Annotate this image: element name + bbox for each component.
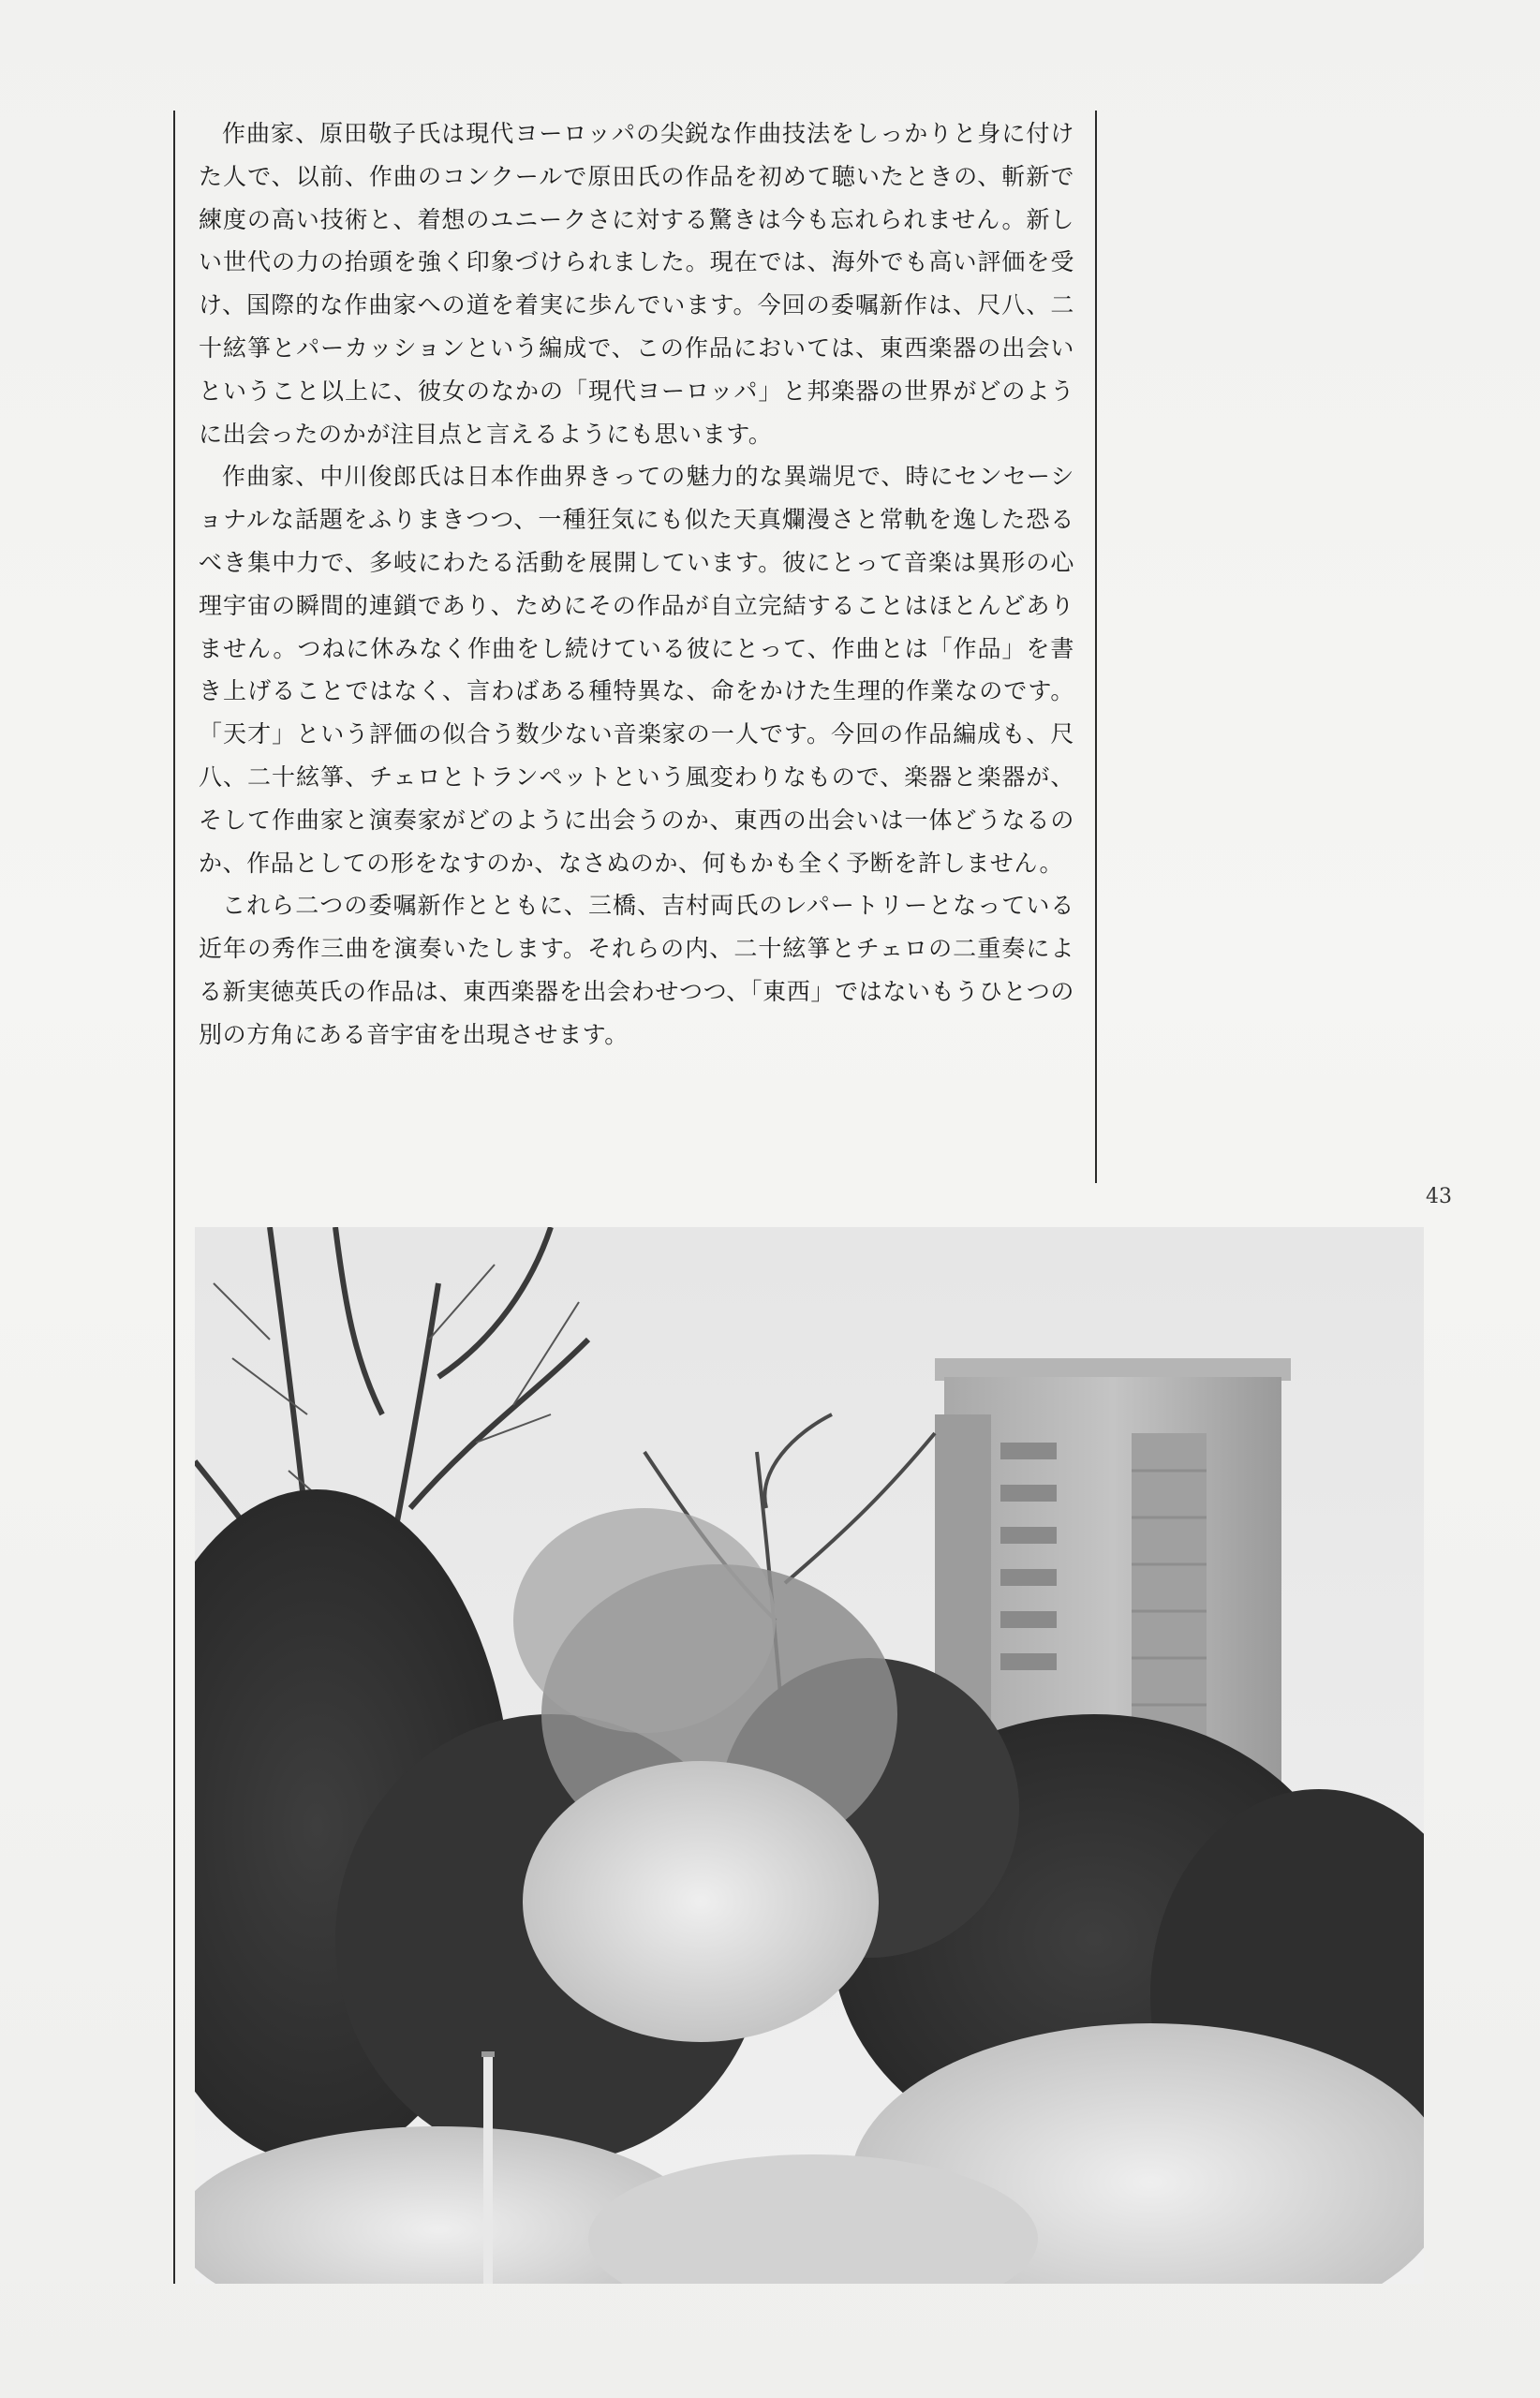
paragraph-harada: 作曲家、原田敬子氏は現代ヨーロッパの尖鋭な作曲技法をしっかりと身に付けた人で、以前、作曲のコンクールで原田氏の作品を初めて聴いたときの、斬新で練度の高い技術と、着想のユニークさに対する驚きは今も忘れられません。新しい世代の力の抬頭を強く印象づけられました。現在では、海外でも高い評価を受け、国際的な作曲家への道を着実に歩んでいます。今回の委嘱新作は、尺八、二十絃箏とパーカッションという編成で、この作品においては、東西楽器の出会いということ以上に、彼女のなかの「現代ヨーロッパ」と邦楽器の世界がどのように出会ったのかが注目点と言えるようにも思います。 <box>199 120 1074 448</box>
pole <box>483 2051 493 2284</box>
cherry-blossom-center <box>523 1761 879 2042</box>
right-column-rule <box>1095 111 1097 1183</box>
photo-illustration <box>195 1227 1424 2284</box>
page-number: 43 <box>1426 1185 1452 1208</box>
paragraph-nakagawa: 作曲家、中川俊郎氏は日本作曲界きっての魅力的な異端児で、時にセンセーショナルな話題をふりまきつつ、一種狂気にも似た天真爛漫さと常軌を逸した恐るべき集中力で、多岐にわたる活動を展開しています。彼にとって音楽は異形の心理宇宙の瞬間的連鎖であり、ためにその作品が自立完結することはほとんどありません。つねに休みなく作曲をし続けている彼にとって、作曲とは「作品」を書き上げることではなく、言わばある種特異な、命をかけた生理的作業なのです。「天才」という評価の似合う数少ない音楽家の一人です。今回の作品編成も、尺八、二十絃箏、チェロとトランペットという風変わりなもので、楽器と楽器が、そして作曲家と演奏家がどのように出会うのか、東西の出会いは一体どうなるのか、作品としての形をなすのか、なさぬのか、何もかも全く予断を許しません。 <box>199 463 1074 877</box>
left-column-rule <box>173 111 175 2284</box>
paragraph-concert: これら二つの委嘱新作とともに、三橋、吉村両氏のレパートリーとなっている近年の秀作三曲を演奏いたします。それらの内、二十絃箏とチェロの二重奏による新実徳英氏の作品は、東西楽器を出会わせつつ、「東西」ではないもうひとつの別の方角にある音宇宙を出現させます。 <box>199 892 1074 1048</box>
article-text-column <box>199 112 1074 1057</box>
photograph-trees-building <box>195 1227 1424 2284</box>
